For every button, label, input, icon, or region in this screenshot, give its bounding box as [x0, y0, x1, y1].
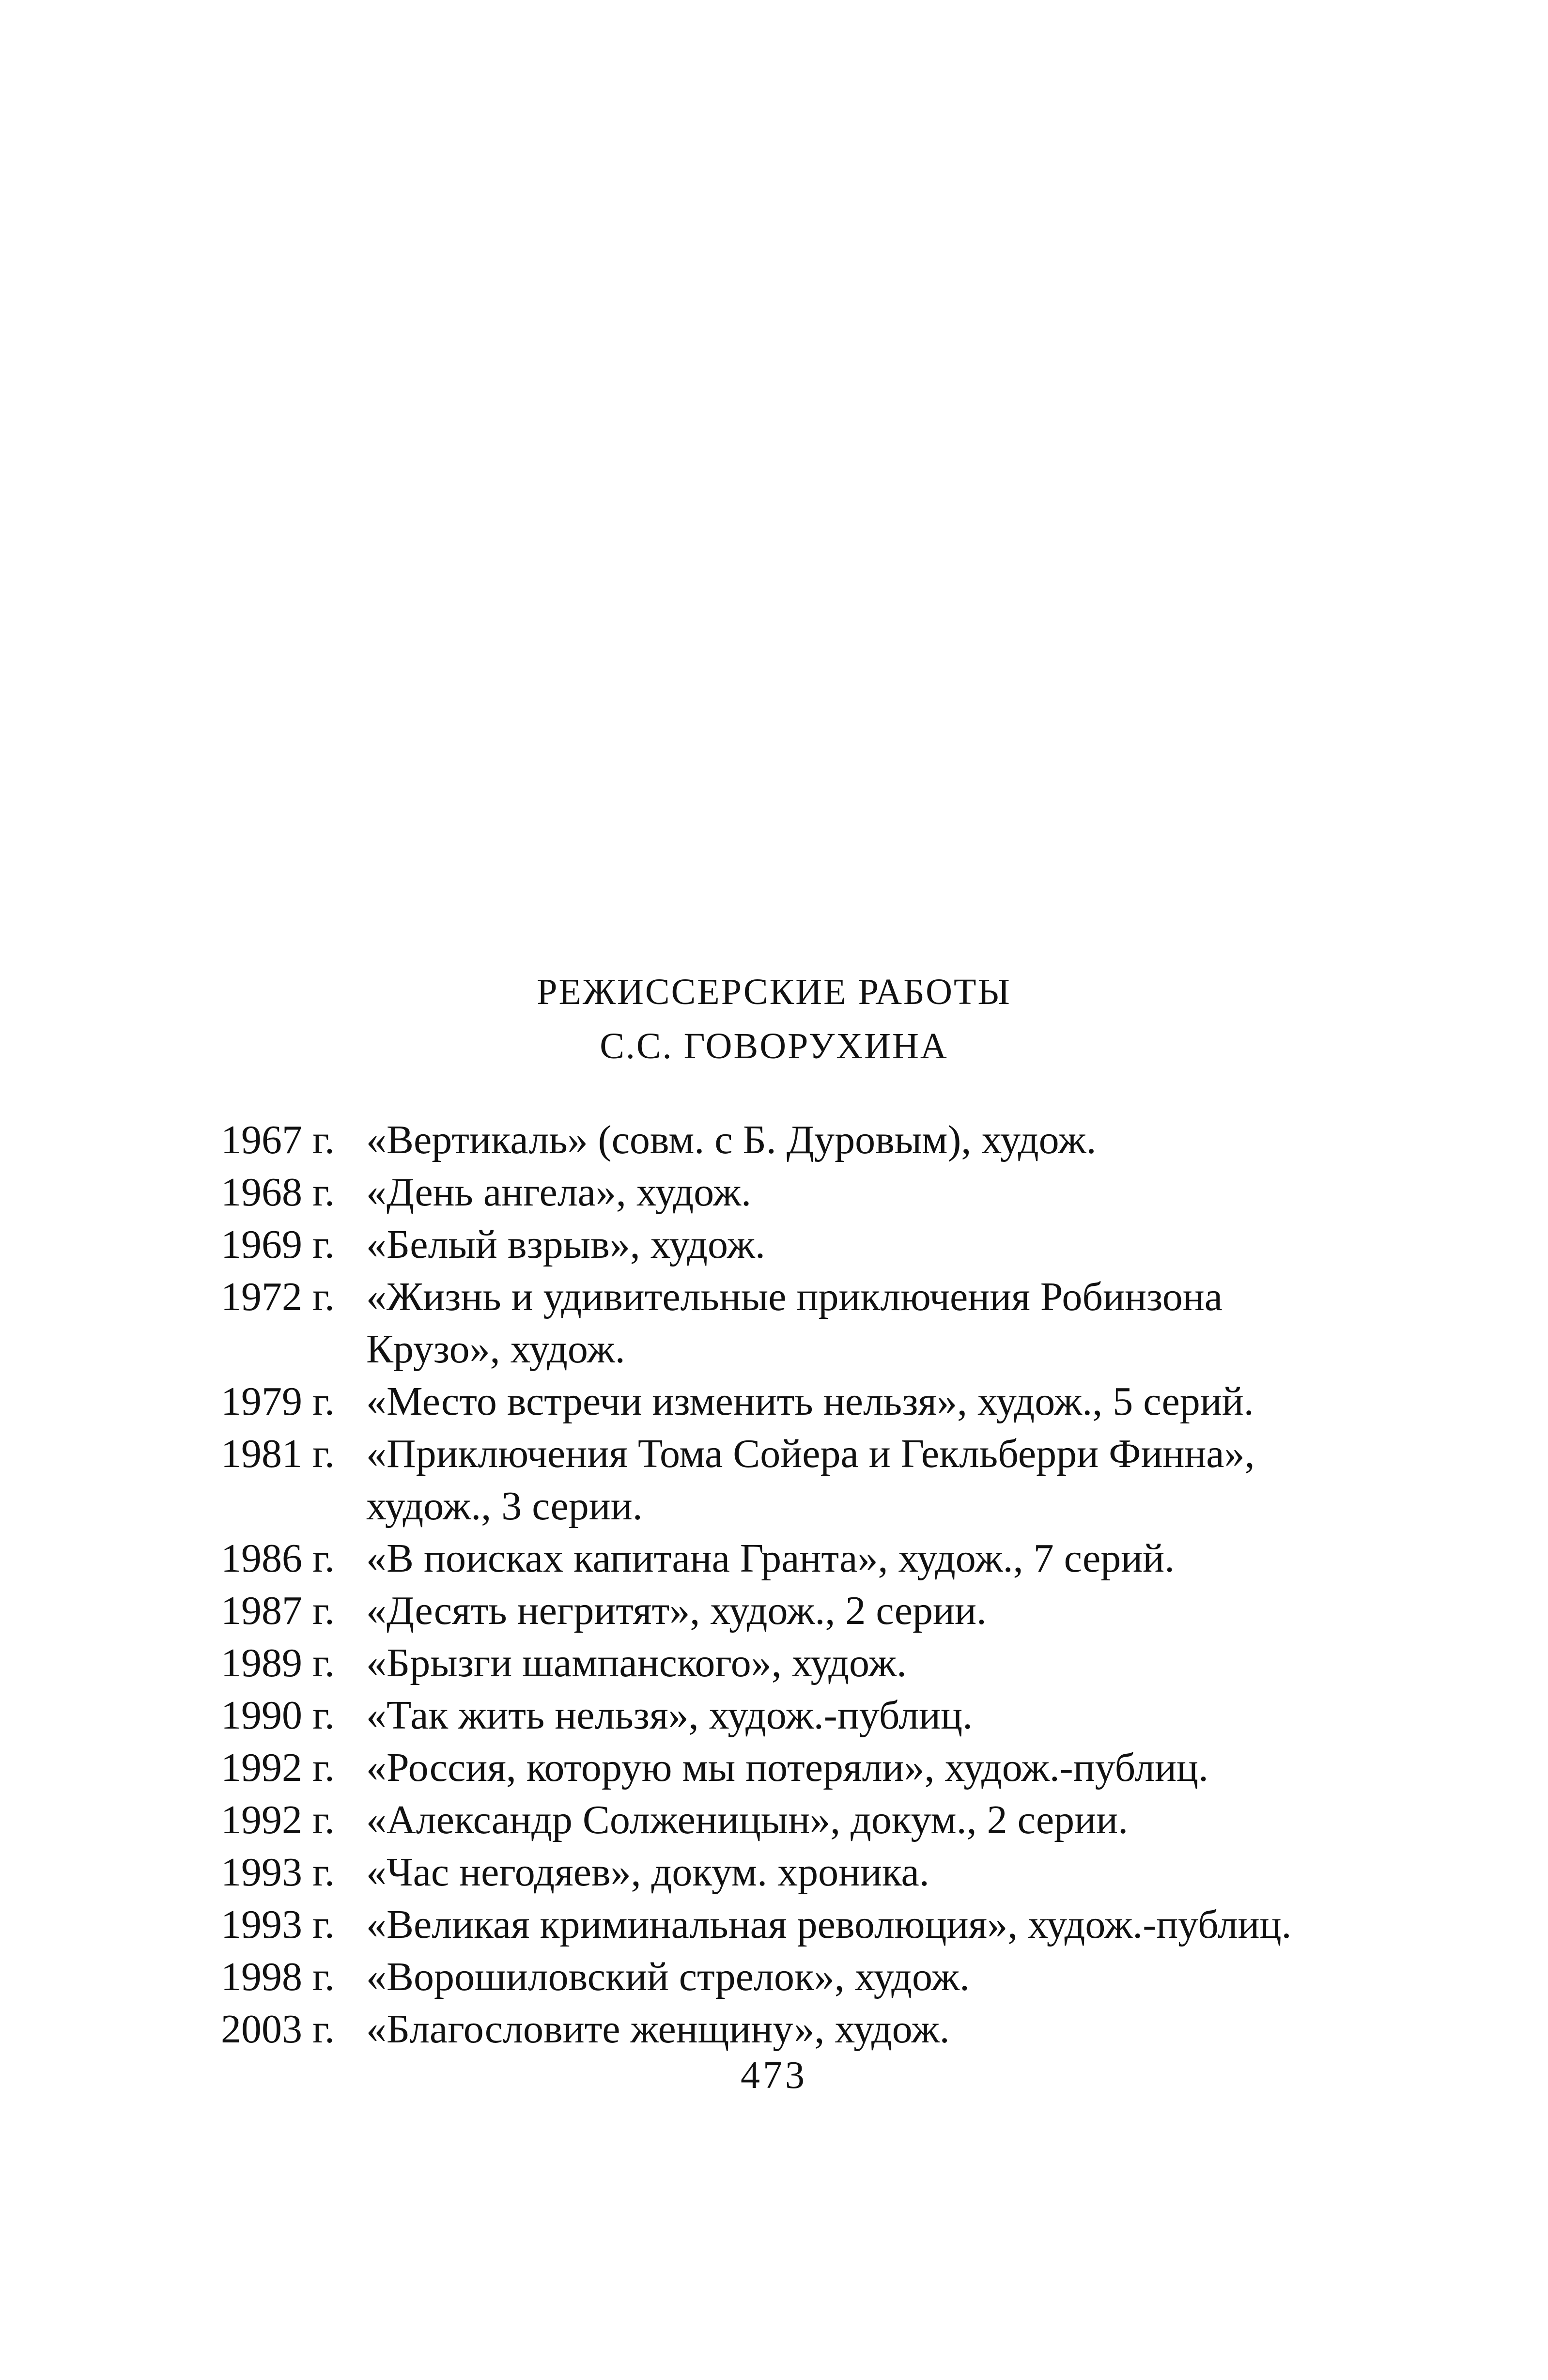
- entry-title: «Благословите женщину», худож.: [366, 2007, 950, 2052]
- entry-title: «Великая криминальная революция», худож.-публиц.: [366, 1902, 1292, 1947]
- entry-title: «В поисках капитана Гранта», худож., 7 серий.: [366, 1536, 1175, 1581]
- entry-title: «День ангела», худож.: [366, 1170, 752, 1215]
- entry-title: «Так жить нельзя», худож.-публиц.: [366, 1693, 973, 1738]
- entry-year: 1992 г.: [221, 1745, 335, 1790]
- entry-year: 1969 г.: [221, 1222, 335, 1267]
- entry-year: 1992 г.: [221, 1797, 335, 1842]
- filmography-entry: [221, 1428, 1335, 1532]
- filmography-entry: [221, 1951, 1335, 2003]
- entry-year: 1979 г.: [221, 1379, 335, 1424]
- filmography-entry: [221, 1532, 1335, 1585]
- filmography-entry: [221, 1166, 1335, 1219]
- filmography-entry: [221, 2003, 1335, 2055]
- entry-title: «Приключения Тома Сойера и Гекльберри Финна», худож., 3 серии.: [366, 1431, 1255, 1529]
- entry-year: 1993 г.: [221, 1850, 335, 1895]
- filmography-entry: [221, 1637, 1335, 1689]
- entry-year: 1998 г.: [221, 1954, 335, 1999]
- entry-year: 2003 г.: [221, 2007, 335, 2052]
- entry-title: «Ворошиловский стрелок», худож.: [366, 1954, 970, 1999]
- entry-title: «Вертикаль» (совм. с Б. Дуровым), худож.: [366, 1117, 1097, 1162]
- filmography-entry: [221, 1375, 1335, 1428]
- filmography-entry: [221, 1794, 1335, 1846]
- filmography-entry: [221, 1114, 1335, 1166]
- entry-title: «Белый взрыв», худож.: [366, 1222, 765, 1267]
- entry-year: 1981 г.: [221, 1431, 335, 1476]
- entry-year: 1989 г.: [221, 1640, 335, 1685]
- filmography-entry: [221, 1689, 1335, 1742]
- entry-title: «Россия, которую мы потеряли», худож.-публиц.: [366, 1745, 1208, 1790]
- filmography-entry: [221, 1899, 1335, 1951]
- filmography-entry: [221, 1219, 1335, 1271]
- entry-year: 1972 г.: [221, 1274, 335, 1319]
- entry-year: 1967 г.: [221, 1117, 335, 1162]
- entry-title: «Брызги шампанского», худож.: [366, 1640, 907, 1685]
- section-heading-line-2: С.С. ГОВОРУХИНА: [600, 1026, 948, 1066]
- entry-year: 1993 г.: [221, 1902, 335, 1947]
- entry-title: «Жизнь и удивительные приключения Робинзона Крузо», худож.: [366, 1274, 1223, 1372]
- filmography-entry: [221, 1271, 1335, 1375]
- entry-year: 1986 г.: [221, 1536, 335, 1581]
- filmography-entry: [221, 1585, 1335, 1637]
- entry-year: 1987 г.: [221, 1588, 335, 1633]
- entry-title: «Александр Солженицын», докум., 2 серии.: [366, 1797, 1129, 1842]
- filmography-entry: [221, 1742, 1335, 1794]
- filmography-list: [221, 1114, 1335, 2055]
- section-heading-line-1: РЕЖИССЕРСКИЕ РАБОТЫ: [537, 972, 1011, 1012]
- entry-year: 1990 г.: [221, 1693, 335, 1738]
- page-number: 473: [741, 2054, 807, 2097]
- filmography-entry: [221, 1846, 1335, 1899]
- entry-year: 1968 г.: [221, 1170, 335, 1215]
- entry-title: «Десять негритят», худож., 2 серии.: [366, 1588, 987, 1633]
- entry-title: «Место встречи изменить нельзя», худож., 5 серий.: [366, 1379, 1254, 1424]
- entry-title: «Час негодяев», докум. хроника.: [366, 1850, 929, 1895]
